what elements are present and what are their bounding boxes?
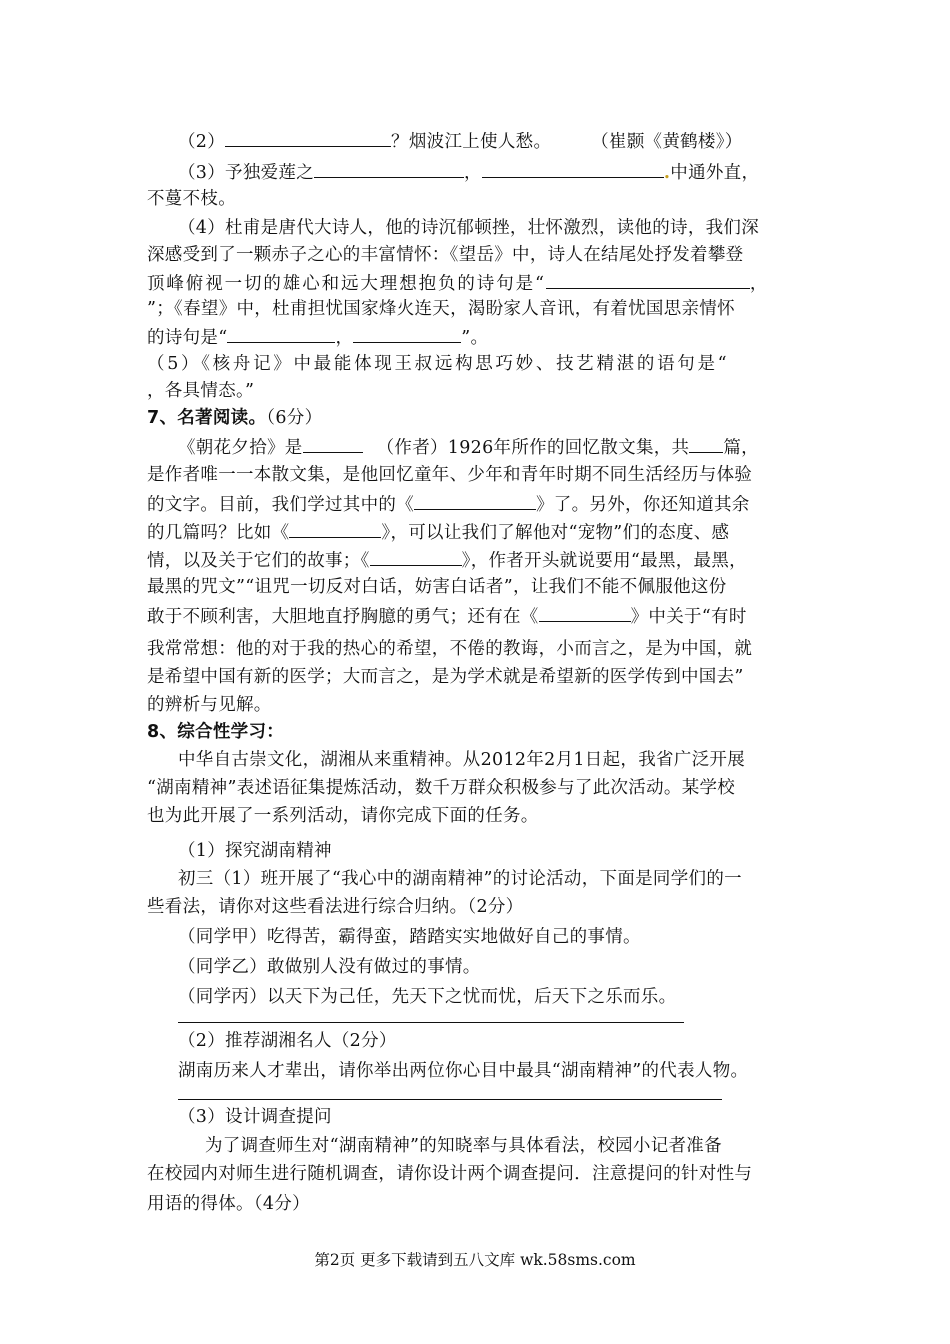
answer-line[interactable] xyxy=(178,1099,722,1100)
answer-blank[interactable] xyxy=(314,159,464,178)
q8-sub3-l1: 为了调查师生对“湖南精神”的知晓率与具体看法，校园小记者准备 xyxy=(205,1136,722,1156)
q8-intro-l1: 中华自古崇文化，湖湘从来重精神。从2012年2月1日起，我省广泛开展 xyxy=(178,750,746,770)
opinion-a: （同学甲）吃得苦，霸得蛮，踏踏实实地做好自己的事情。 xyxy=(178,927,641,947)
q6-item4-l1: （4）杜甫是唐代大诗人，他的诗沉郁顿挫，壮怀激烈，读他的诗，我们深 xyxy=(178,218,760,238)
answer-blank[interactable] xyxy=(227,324,335,343)
q8-sub2-l1: 湖南历来人才辈出，请你举出两位你心目中最具“湖南精神”的代表人物。 xyxy=(178,1061,749,1081)
answer-blank[interactable] xyxy=(289,519,381,538)
q6-item4-l5: 的诗句是“ ， ”。 xyxy=(147,324,488,350)
q6-item4-l2: 深感受到了一颗赤子之心的丰富情怀：《望岳》中，诗人在结尾处抒发着攀登 xyxy=(147,245,744,265)
q8-intro-l3: 也为此开展了一系列活动，请你完成下面的任务。 xyxy=(147,806,539,826)
answer-line[interactable] xyxy=(178,1022,684,1023)
q8-title: 8、综合性学习： xyxy=(147,722,285,742)
q6-item4-l4: ”；《春望》中，杜甫担忧国家烽火连天，渴盼家人音讯，有着忧国思亲情怀 xyxy=(147,299,735,319)
answer-blank[interactable] xyxy=(546,270,750,289)
q7-l10: 的辨析与见解。 xyxy=(147,695,272,715)
q8-sub1-l2: 些看法，请你对这些看法进行综合归纳。（2分） xyxy=(147,897,524,917)
answer-blank[interactable] xyxy=(482,159,664,178)
opinion-b: （同学乙）敢做别人没有做过的事情。 xyxy=(178,957,481,977)
mark-dot: . xyxy=(663,163,671,183)
q6-item2: （2） ？烟波江上使人愁。 （崔颢《黄鹤楼》） xyxy=(178,128,743,154)
q8-sub3-title: （3）设计调查提问 xyxy=(178,1107,332,1127)
q6-item3: （3）予独爱莲之 ， .中通外直， xyxy=(178,159,759,185)
q7-l2: 是作者唯一一本散文集，是他回忆童年、少年和青年时期不同生活经历与体验 xyxy=(147,465,753,485)
q6-item4-l3: 顶峰俯视一切的雄心和远大理想抱负的诗句是“ ， xyxy=(147,270,769,296)
page-footer: 第2页 更多下载请到五八文库 wk.58sms.com xyxy=(314,1251,636,1269)
q6-item5-l2: ，各具情态。” xyxy=(147,381,255,401)
q7-l3: 的文字。目前，我们学过其中的《 》了。另外，你还知道其余 xyxy=(147,491,750,517)
q6-item3-cont: 不蔓不枝。 xyxy=(147,189,236,209)
q7-l5: 情，以及关于它们的故事；《 》，作者开头就说要用“最黑，最黑， xyxy=(147,547,747,573)
q7-score: （6分） xyxy=(266,408,323,428)
answer-blank[interactable] xyxy=(225,128,391,147)
q7-l8: 我常常想：他的对于我的热心的希望，不倦的教诲，小而言之，是为中国，就 xyxy=(147,639,753,659)
answer-blank[interactable] xyxy=(353,324,461,343)
q7-l6: 最黑的咒文”“诅咒一切反对白话，妨害白话者”，让我们不能不佩服他这份 xyxy=(147,577,727,597)
q7-heading xyxy=(147,406,322,430)
q7-l9: 是希望中国有新的医学；大而言之，是为学术就是希望新的医学传到中国去” xyxy=(147,667,744,687)
q8-sub3-l3: 用语的得体。（4分） xyxy=(147,1194,310,1214)
answer-blank[interactable] xyxy=(414,491,536,510)
answer-blank[interactable] xyxy=(689,434,723,453)
q7-l4: 的几篇吗？比如《 》，可以让我们了解他对“宠物”们的态度、感 xyxy=(147,519,729,545)
opinion-c: （同学丙）以天下为己任，先天下之忧而忧，后天下之乐而乐。 xyxy=(178,987,677,1007)
q8-sub2-title: （2）推荐湖湘名人（2分） xyxy=(178,1031,397,1051)
answer-blank[interactable] xyxy=(539,603,631,622)
source-citation: （崔颢《黄鹤楼》） xyxy=(591,132,743,152)
q7-l7: 敢于不顾利害，大胆地直抒胸臆的勇气；还有在《 》中关于“有时 xyxy=(147,603,747,629)
q7-l1: 《朝花夕拾》是 （作者）1926年所作的回忆散文集，共 篇， xyxy=(178,434,759,460)
q8-sub1-title: （1）探究湖南精神 xyxy=(178,841,332,861)
q6-item5-l1: （5）《核舟记》中最能体现王叔远构思巧妙、技艺精湛的语句是“ xyxy=(147,354,730,374)
q7-title: 7、名著阅读。 xyxy=(147,408,267,428)
answer-blank[interactable] xyxy=(303,434,363,453)
q8-sub1-l1: 初三（1）班开展了“我心中的湖南精神”的讨论活动，下面是同学们的一 xyxy=(178,869,742,889)
answer-blank[interactable] xyxy=(370,547,462,566)
q8-intro-l2: “湖南精神”表述语征集提炼活动，数千万群众积极参与了此次活动。某学校 xyxy=(147,778,736,798)
q8-sub3-l2: 在校园内对师生进行随机调查，请你设计两个调查提问．注意提问的针对性与 xyxy=(147,1164,753,1184)
